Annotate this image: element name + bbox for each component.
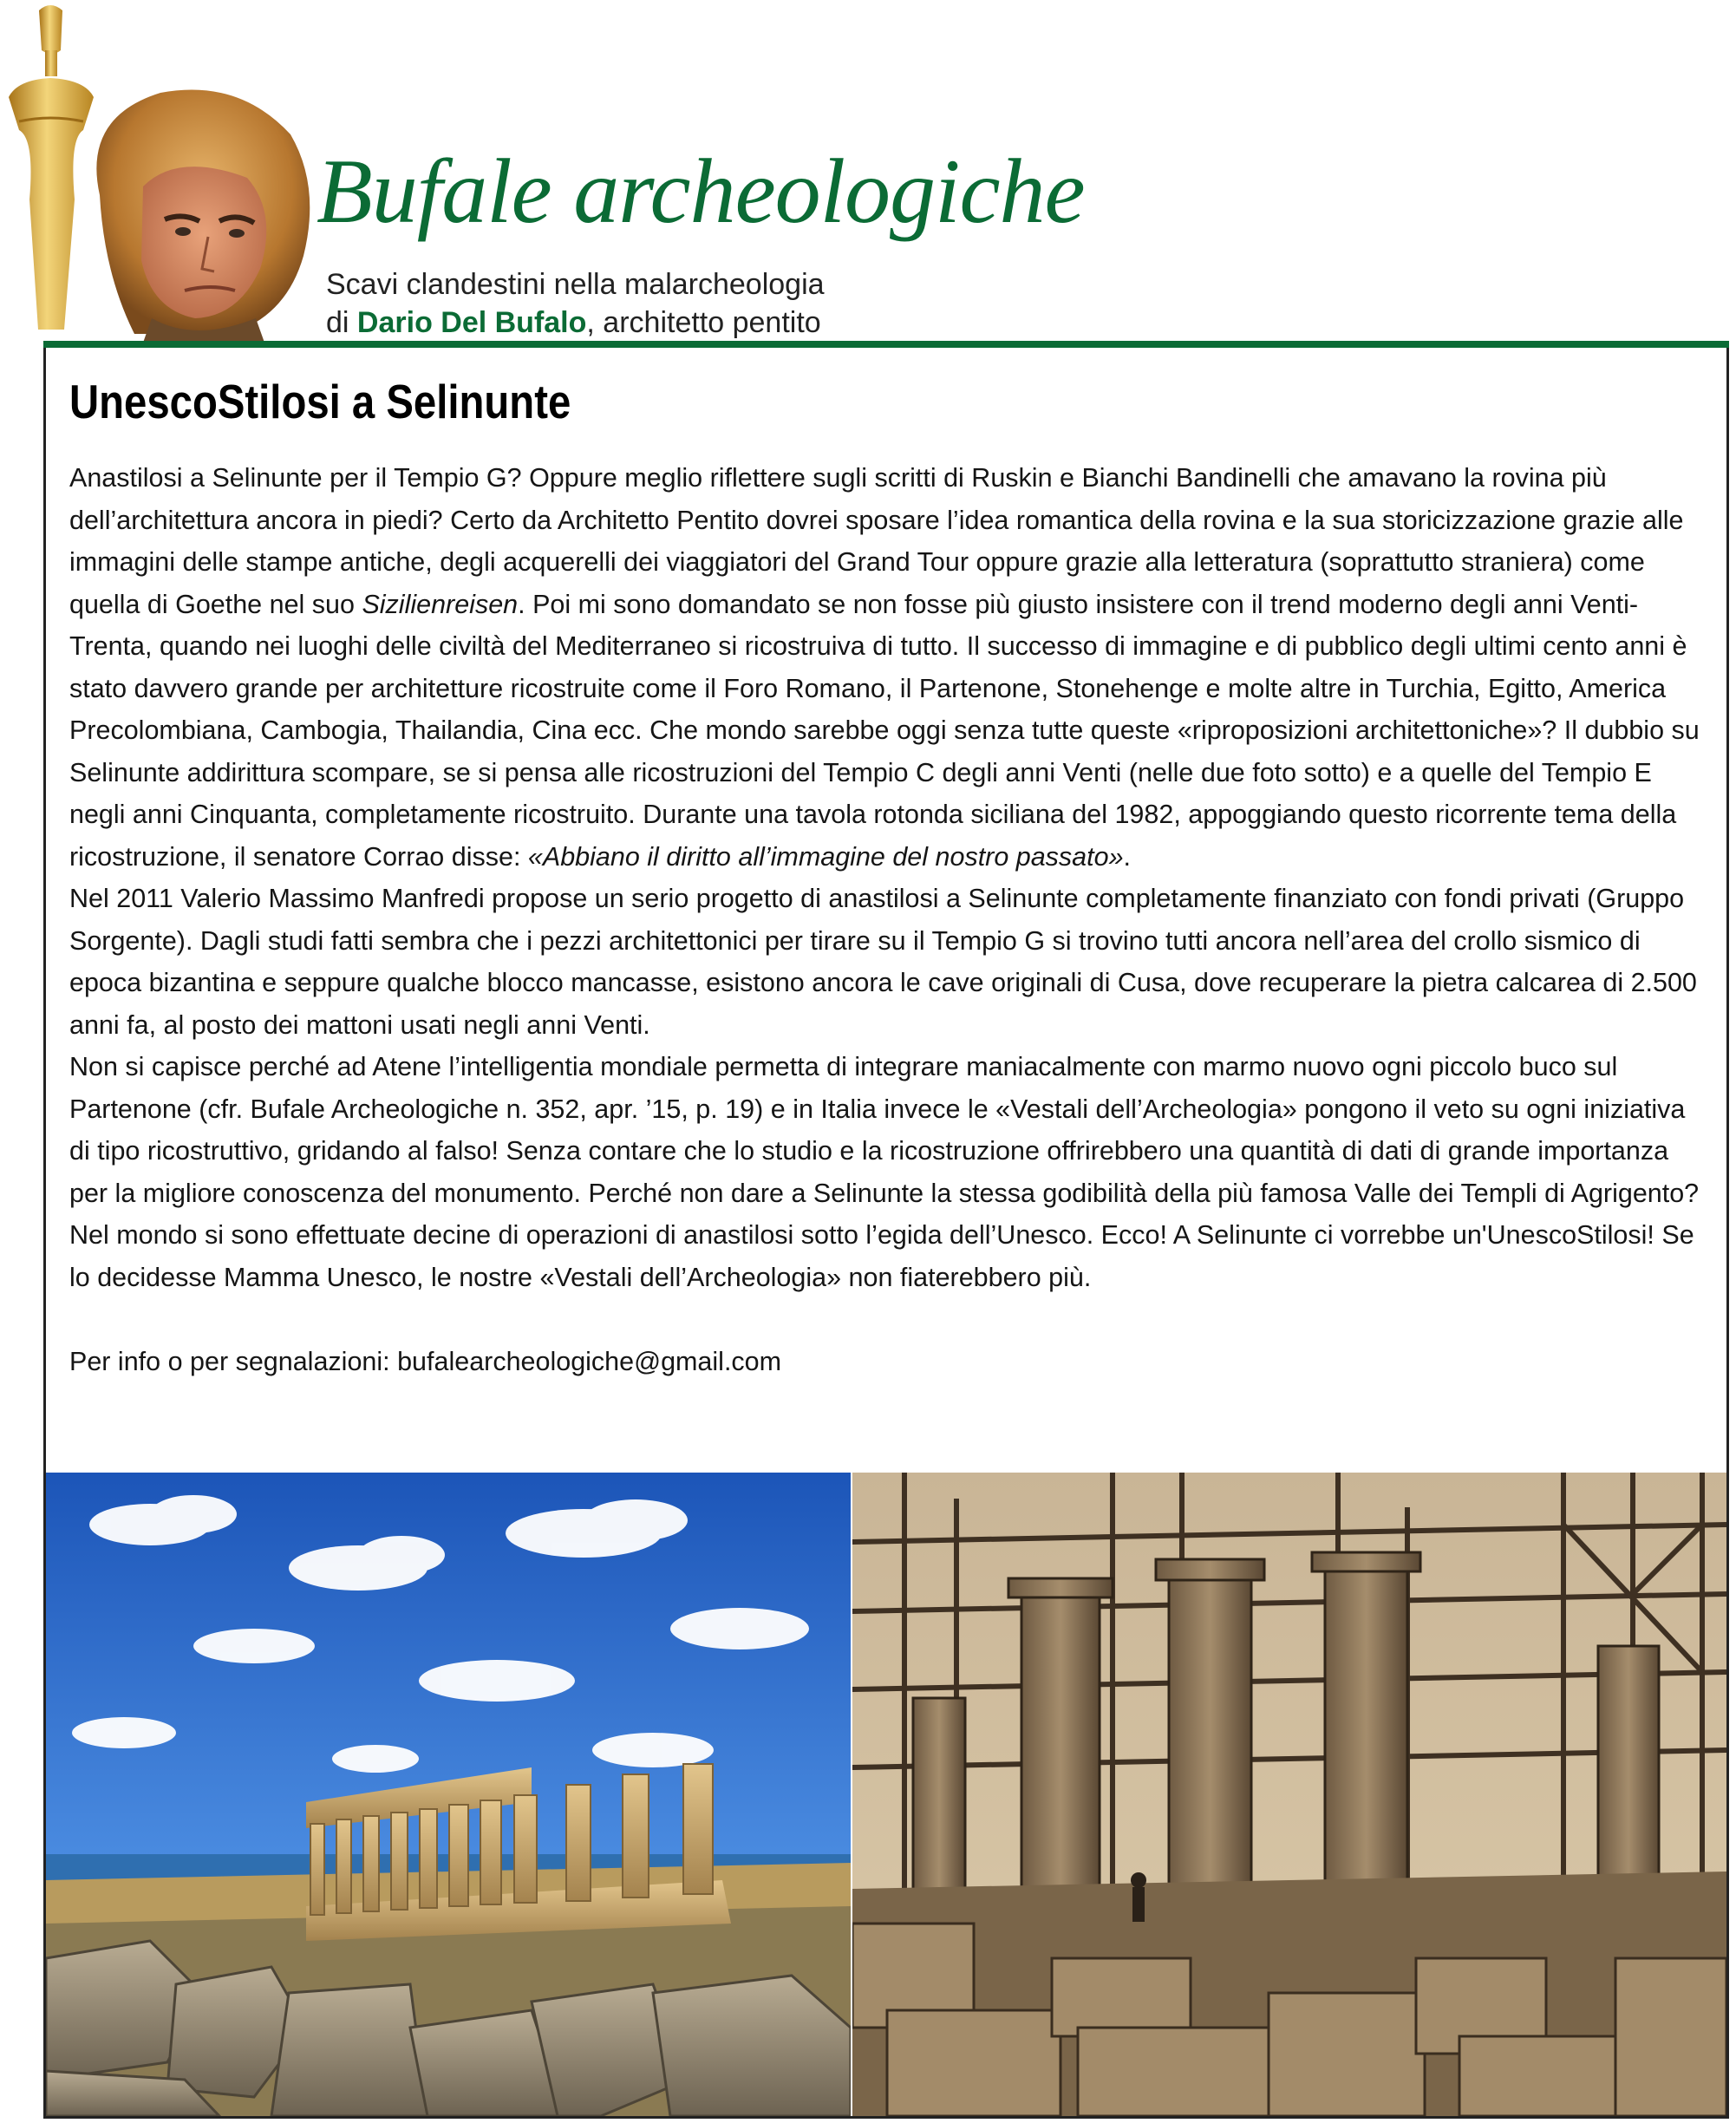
article-headline: UnescoStilosi a Selinunte <box>69 375 571 428</box>
cycladic-statuette-icon <box>9 5 94 330</box>
paragraph-1: Anastilosi a Selinunte per il Tempio G? Oppure meglio riflettere sugli scritti di Ruskin e Bianchi Bandinelli che amavano la rovina più dell’architettura ancora in piedi? Certo da Architetto Pentito dovrei sposare l’idea romantica della rovina e la sua storicizzazione grazie alle immagini delle stampe antiche, degli acquerelli dei viaggiatori del Grand Tour oppure grazie alla letteratura (soprattutto straniera) come quella di Goethe nel suo Sizilienreisen. Poi mi sono domandato se non fosse più giusto insistere con il trend moderno degli anni Venti-Trenta, quando nei luoghi delle civiltà del Mediterraneo si ricostruiva di tutto. Il successo di immagine e di pubblico degli ultimi cento anni è stato davvero grande per architetture ricostruite come il Foro Romano, il Partenone, Stonehenge e molte altre in Turchia, Egitto, America Precolombiana, Cambogia, Thailandia, Cina ecc. Che mondo sarebbe oggi senza tutte queste «riproposizioni architettoniche»? Il dubbio su Selinunte addirittura scompare, se si pensa alle ricostruzioni del Tempio C degli anni Venti (nelle due foto sotto) e a quelle del Tempio E negli anni Cinquanta, completamente ricostruito. Durante una tavola rotonda siciliana del 1982, appoggiando questo ricorrente tema della ricostruzione, il senatore Corrao disse: «Abbiano il diritto all’immagine del nostro passato». <box>69 463 1700 872</box>
temple-color-photo <box>46 1473 851 2116</box>
temple-reconstruction-photo <box>852 1473 1726 2116</box>
subtitle-suffix: , architetto pentito <box>586 306 821 339</box>
quote: «Abbiano il diritto all’immagine del nostro passato» <box>527 841 1124 872</box>
worker-figure <box>1131 1872 1146 1922</box>
subtitle-line-1: Scavi clandestini nella malarcheologia <box>326 268 825 301</box>
photo-strip <box>46 1473 1726 2116</box>
article-body <box>69 457 1708 1382</box>
paragraph-3: Non si capisce perché ad Atene l’intelligentia mondiale permetta di integrare maniacalmente con marmo nuovo ogni piccolo buco sul Partenone (cfr. Bufale Archeologiche n. 352, apr. ’15, p. 19) e in Italia invece le «Vestali dell’Archeologia» pongono il veto su ogni iniziativa di tipo ricostruttivo, gridando al falso! Senza contare che lo studio e la ricostruzione offrirebbero una quantità di dati di grande importanza per la migliore conoscenza del monumento. Perché non dare a Selinunte la stessa godibilità della più famosa Valle dei Templi di Agrigento? Nel mondo si sono effettuate decine di operazioni di anastilosi sotto l’egida dell’Unesco. Ecco! A Selinunte ci vorrebbe un'UnescoStilosi! Se lo decidesse Mamma Unesco, le nostre «Vestali dell’Archeologia» non fiaterebbero più. <box>69 1052 1700 1292</box>
contact-line: Per info o per segnalazioni: bufalearcheologiche@gmail.com <box>69 1346 782 1376</box>
author-portrait <box>96 89 310 343</box>
paragraph-2: Nel 2011 Valerio Massimo Manfredi propose un serio progetto di anastilosi a Selinunte completamente finanziato con fondi privati (Gruppo Sorgente). Dagli studi fatti sembra che i pezzi architettonici per tirare su il Tempio G si trovino tutti ancora nell’area del crollo sismico di epoca bizantina e seppure qualche blocco mancasse, esistono ancora le cave originali di Cusa, dove recuperare la pietra calcarea di 2.500 anni fa, al posto dei mattoni usati negli anni Venti. <box>69 884 1697 1040</box>
header-illustration <box>0 0 330 343</box>
column-subtitle <box>326 265 825 342</box>
spacer <box>69 1298 1708 1341</box>
book-title: Sizilienreisen <box>362 589 519 619</box>
author-name: Dario Del Bufalo <box>356 306 587 339</box>
header-divider <box>43 341 1729 348</box>
subtitle-prefix: di <box>326 306 357 339</box>
subtitle-line-2 <box>326 304 825 342</box>
column-title: Bufale archeologiche <box>317 140 1085 242</box>
